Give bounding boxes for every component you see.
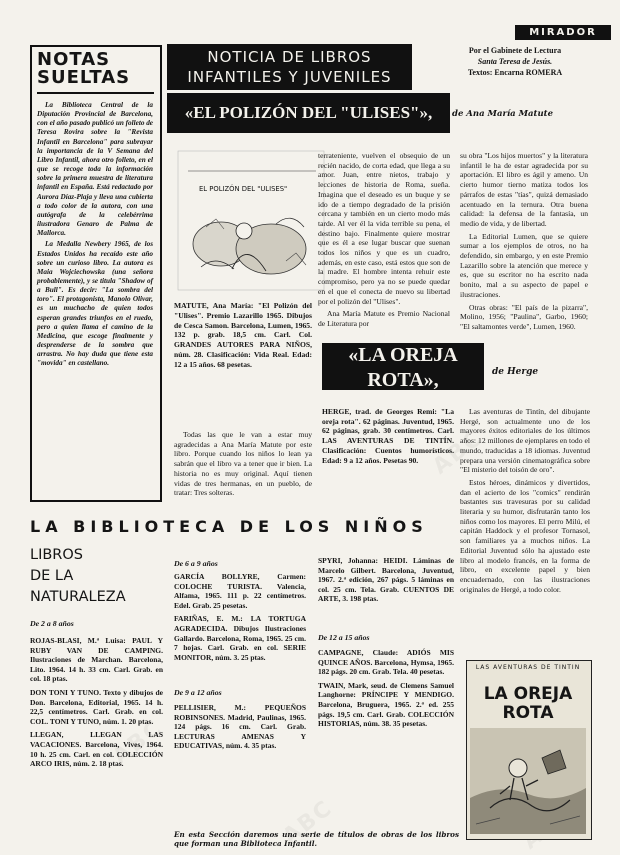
notas-divider	[37, 92, 154, 94]
naturaleza-line: NATURALEZA	[30, 589, 126, 605]
book-list-entry: CAMPAGNE, Claude: ADIÓS MIS QUINCE AÑOS. Barcelona, Hymsa, 1965. 182 págs. 20 cm. Grab. Tela. 40 pesetas.	[318, 648, 454, 677]
notas-title-line: SUELTAS	[37, 67, 131, 88]
review-column	[174, 430, 312, 501]
oreja-review	[460, 407, 590, 597]
age-group-label: De 9 a 12 años	[174, 688, 222, 697]
tintin-cover-series: LAS AVENTURAS DE TINTIN	[475, 664, 581, 671]
review-paragraph: La Editorial Lumen, que se quiere sumar a los ejemplos de otros, no ha defendido, sin embargo, y en este Premio Lazarillo sobre la atención que merece y es, que su escritor no ha escrito nada bonito, mal a su aspecto de papel e ilustraciones.	[460, 231, 588, 299]
book-list	[30, 636, 163, 773]
naturaleza-line: DE LA	[30, 568, 74, 584]
book-list	[318, 556, 454, 608]
tintin-cover-title-line: ROTA	[502, 703, 554, 723]
feature-banner-line: INFANTILES Y JUVENILES	[187, 68, 392, 86]
book-cover-title: EL POLIZÓN DEL "ULISES"	[199, 185, 288, 193]
age-group-label: De 2 a 8 años	[30, 619, 74, 628]
naturaleza-heading	[30, 545, 126, 608]
tintin-cover-title	[476, 685, 580, 723]
biblioteca-heading: LA BIBLIOTECA DE LOS NIÑOS	[30, 517, 428, 536]
oreja-banner	[322, 343, 484, 405]
feature-banner-line: NOTICIA DE LIBROS	[207, 48, 372, 66]
oreja-author: de Herge	[492, 367, 539, 377]
book-entry: MATUTE, Ana María: "El Polizón del "Ulises". Premio Lazarillo 1965. Dibujos de Cesca Samon. Barcelona, Lumen, 1965. 132 p. grab. 18,5 cm. Carl. Col. GRANDES AUTORES PARA NIÑOS, núm. 28. Clasificación: Vida Real. Edad: 12 a 15 años. 68 pesetas.	[174, 301, 312, 369]
review-paragraph: su obra "Los hijos muertos" y la literatura infantil le ha de estar agradecida por su aportación. El libro es ágil y ameno. Un cierto humor tierno matiza todos los párrafos de estas "tías", quizá demasiado acentuado en la ternura. Otra buena calidad: la defensa de la fantasía, un medio de vida, y de libertad.	[460, 151, 588, 228]
book-list-entry: ROJAS-BLASI, M.ª Luisa: PAUL Y RUBY VAN DE CAMPING. Ilustraciones de Marchan. Barcelona, Lito. 1964. 14 h. 33 cm. Carl. Grab. en col. 18 ptas.	[30, 636, 163, 684]
tintin-cover-illustration	[470, 728, 586, 834]
credit-line: Por el Gabinete de Lectura	[468, 46, 562, 55]
notas-title	[37, 51, 130, 87]
book-list-entry: GARCÍA BOLLYRE, Carmen: COLOCHE TURISTA. Valencia, Alfama, 1965. 111 p. 22 centímetros. Edel. Grab. 25 pesetas.	[174, 572, 306, 610]
book-cover-illustration	[176, 149, 326, 292]
review-column	[460, 151, 588, 335]
book-list-entry: LLEGAN, LLEGAN LAS VACACIONES. Barcelona, Vives, 1964. 10 h. 25 cm. Carl. en col. COLECCIÓN ARCO IRIS, núm. 2. 18 ptas.	[30, 730, 163, 769]
review-paragraph: terrateniente, vuelven el obsequio de un recién nacido, de corta edad, que llega a su amor. Juan, entre nietos, trabajo y lecciones de historia de Roma, sueña. Imagina que el deseado es un buque y se ido de a tiempo degradado de la prisión cercana y también en un cierto modo más tarde. Al ver él la vida terrible su pena, el destino bajo. Finalmente quiere mostrar que es él a ese lugar buscar que suenan todos los niños y que es un cuadro, además, en este caso, está estos que son de la madre. El hombre intenta rehuir este compromiso, pero ya no se puede quedar en el que el conecta de nuevo su libertad por el polizón del "Ulises".	[318, 151, 450, 306]
credit-line: Santa Teresa de Jesús.	[477, 57, 553, 66]
oreja-subtitle: (AVENTURAS DE TINTÍN)	[331, 394, 475, 405]
notas-text	[37, 101, 153, 371]
review-column	[318, 151, 450, 332]
oreja-title: «LA OREJA ROTA»,	[348, 344, 458, 391]
book-list-entry: FARIÑAS, E. M.: LA TORTUGA AGRADECIDA. Dibujos Ilustraciones Gallardo. Barcelona, Roma, 1965. 25 cm. 7 hojas. Carl. Grab. en col. SERIE MONITOR, núm. 3. 25 ptas.	[174, 614, 306, 662]
notas-title-line: NOTAS	[37, 49, 111, 70]
oreja-entry: HERGE, trad. de Georges Remi: "La oreja rota". 62 páginas. Juventud, 1965. 62 páginas, grab. 30 centímetros. Carl. LAS AVENTURAS DE TINTÍN. Clasificación: Cuentos humorísticos. Edad: 9 a 12 años. Pesetas 90.	[322, 407, 454, 465]
review-paragraph: Las aventuras de Tintín, del dibujante Hergé, son actualmente uno de los mayores éxitos editoriales de los últimos años: 12 millones de ejemplares en todo el mundo, traducidas a 18 idiomas. Juventud prepara una versión cinematográfica sobre "El misterio del toisón de oro".	[460, 407, 590, 475]
book-list	[174, 572, 306, 666]
book-list-entry: TWAIN, Mark, seud. de Clemens Samuel Langhorne: PRÍNCIPE Y MENDIGO. Barcelona, Bruguera, 1965. 2.ª ed. 255 págs. 19,5 cm. Carl. Grab. COLECCIÓN HISTORIAS, núm. 38. 35 pesetas.	[318, 680, 454, 729]
review-paragraph: Otras obras: "El país de la pizarra", Molino, 1956; "Paulina", Garbo, 1960; "El saltamontes verde", Lumen, 1960.	[460, 302, 588, 331]
age-group-label: De 12 a 15 años	[318, 633, 370, 642]
book-list	[174, 703, 306, 755]
section-tag: MIRADOR	[515, 25, 611, 40]
notas-paragraph: La Medalla Newbery 1965, de los Estados Unidos ha recaído este año sobre un curioso libro. La autora es Maia Wojciechowska (una señora probablemente), y se titula "Shadow of a Bull". Es decir: "La sombra del toro". El protagonista, Manolo Olivar, es un muchacho de quien todos esperan grandes triunfos en el ruedo, pero a quien llama el camino de la Medicina, que escoge finalmente y desprenderse de la sombra que arrastra. No hay duda que tiene esta "movida" en castellano.	[37, 240, 153, 368]
notas-paragraph: La Biblioteca Central de la Diputación Provincial de Barcelona, con el año pasado publicó un folleto de Teresa Rovira sobre la "Revista Infantil en Barcelona" para subrayar la importancia de la V Semana del Libro Infantil, ahora otro folleto, en el que se recoge toda la información sobre la primera muestra de literatura infantil en España. Está redactado por Aurora Díaz-Plaja y lleva una cubierta a todo color de la autora, con una autógrafa de la celebérrima ilustradora Genaro de Palma de Mallorca.	[37, 101, 154, 238]
review-paragraph: Todas las que le van a estar muy agradecidas a Ana María Matute por este libro. Porque cuando los niños lo lean ya sabrán que el libro va a tener que ir bien. La historia no es muy original. Aquí tienen vidas de tres hermanas, en un pueblo, de tratar: Tres solteras.	[174, 430, 312, 498]
polizon-title: «EL POLIZÓN DEL "ULISES"»,	[167, 93, 450, 133]
book-list-entry: PELLISIER, M.: PEQUEÑOS ROBINSONES. Madrid, Paulinas, 1965. 124 págs. 16 cm. Carl. Grab. LECTURAS AMENAS Y EDUCATIVAS, núm. 4. 35 ptas.	[174, 703, 306, 751]
footnote: En esta Sección daremos una serie de títulos de obras de los libros que forman una Biblioteca Infantil.	[174, 830, 459, 849]
feature-banner	[167, 44, 412, 90]
tintin-cover-title-line: LA OREJA	[483, 684, 573, 704]
review-paragraph: Estos héroes, dinámicos y divertidos, dan el acierto de los "comics" rendirán bastantes sus travesuras por su calidad literaria y su humor, disfrutarán tanto los niños como los mayores. El perro Milú, el capitán Haddock y el profesor Tornasol, son familiares ya a muchos niños. La Editorial Juventud sólo ha ajustado este libro al modelo francés, en la forma de libro, en excelente papel y bien encuadernado, con las ilustraciones originales de Hergé, a todo color.	[460, 477, 590, 594]
book-list-entry: DON TONI Y TUNO. Texto y dibujos de Don. Barcelona, Editorial, 1965. 14 h. 22,5 centímetros. Carl. Grab. en col. COL. TONI Y TUNO, núm. 1. 20 ptas.	[30, 687, 163, 726]
review-paragraph: Ana María Matute es Premio Nacional de Literatura por	[318, 309, 450, 328]
book-list	[318, 648, 454, 733]
naturaleza-line: LIBROS	[30, 547, 83, 563]
book-list-entry: SPYRI, Johanna: HEIDI. Láminas de Marcelo Gilbert. Barcelona, Juventud, 1967. 2.ª edición, 267 págs. 5 láminas en col. 25 cm. Tela. Grab. CUENTOS DE ARTE, 3. 198 ptas.	[318, 556, 454, 604]
credit-line: Textos: Encarna ROMERA	[467, 68, 563, 77]
credit-block	[430, 45, 600, 78]
age-group-label: De 6 a 9 años	[174, 559, 218, 568]
polizon-author: de Ana María Matute	[452, 109, 553, 119]
